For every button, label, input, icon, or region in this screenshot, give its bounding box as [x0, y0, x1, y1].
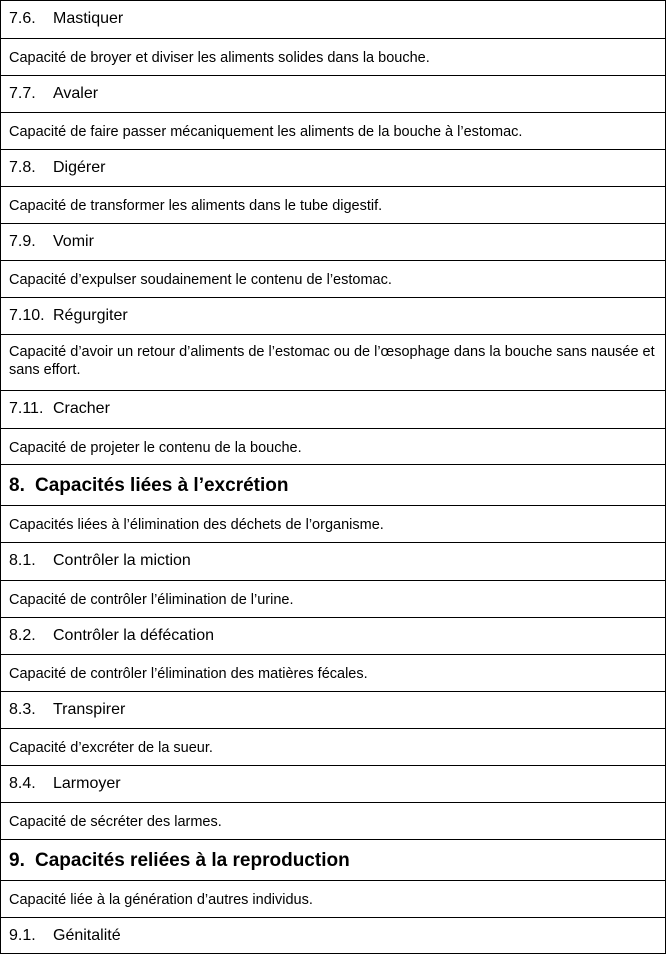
description-text: Capacité de broyer et diviser les aliments solides dans la bouche.: [9, 50, 430, 66]
capacity-heading-row: [0, 691, 666, 728]
item-number: 7.11.: [9, 400, 44, 417]
capacity-title: Avaler: [53, 85, 99, 102]
capacity-title: Contrôler la miction: [53, 552, 191, 569]
item-number: 7.6.: [9, 10, 36, 27]
capacity-heading-row: [0, 390, 666, 428]
description-row: [0, 112, 666, 149]
capacity-title: Vomir: [53, 233, 94, 250]
description-row: [0, 186, 666, 223]
description-row: [0, 428, 666, 464]
capacity-heading-row: [0, 149, 666, 186]
item-number: 8.2.: [9, 627, 36, 644]
capacity-heading-row: [0, 542, 666, 580]
section-heading-row: [0, 464, 666, 505]
item-number: 7.8.: [9, 159, 36, 176]
capacity-title: Régurgiter: [53, 307, 128, 324]
capacity-title: Mastiquer: [53, 10, 124, 27]
item-number: 7.9.: [9, 233, 36, 250]
section-title: Capacités liées à l’excrétion: [35, 475, 289, 496]
section-heading-row: [0, 839, 666, 880]
capacity-title: Transpirer: [53, 701, 126, 718]
capacity-heading-row: [0, 617, 666, 654]
capacity-title: Contrôler la défécation: [53, 627, 214, 644]
description-row: [0, 880, 666, 917]
description-text: Capacité d’avoir un retour d’aliments de l’estomac ou de l’œsophage dans la bouche sans nausée et sans effort.: [9, 344, 655, 378]
description-row: [0, 728, 666, 765]
description-row: [0, 580, 666, 617]
description-row: [0, 334, 666, 390]
description-text: Capacité d’expulser soudainement le contenu de l’estomac.: [9, 272, 392, 288]
item-number: 7.7.: [9, 85, 36, 102]
capacity-title: Larmoyer: [53, 775, 121, 792]
capacity-title: Cracher: [53, 400, 110, 417]
item-number: 7.10.: [9, 307, 45, 324]
description-text: Capacités liées à l’élimination des déchets de l’organisme.: [9, 517, 384, 533]
description-text: Capacité liée à la génération d’autres individus.: [9, 892, 313, 908]
description-row: [0, 505, 666, 542]
description-text: Capacité de transformer les aliments dans le tube digestif.: [9, 198, 383, 214]
item-number: 8.3.: [9, 701, 36, 718]
description-row: [0, 38, 666, 75]
description-text: Capacité de projeter le contenu de la bouche.: [9, 440, 302, 456]
capacity-heading-row: [0, 0, 666, 38]
description-text: Capacité d’excréter de la sueur.: [9, 740, 213, 756]
description-text: Capacité de sécréter des larmes.: [9, 814, 222, 830]
capacity-heading-row: [0, 223, 666, 260]
capacity-title: Génitalité: [53, 927, 121, 944]
capacity-heading-row: [0, 917, 666, 954]
item-number: 8.4.: [9, 775, 36, 792]
description-row: [0, 260, 666, 297]
capacity-heading-row: [0, 297, 666, 334]
description-text: Capacité de contrôler l’élimination de l’urine.: [9, 592, 294, 608]
item-number: 9.1.: [9, 927, 36, 944]
capacity-heading-row: [0, 765, 666, 802]
section-title: Capacités reliées à la reproduction: [35, 850, 350, 871]
description-text: Capacité de faire passer mécaniquement les aliments de la bouche à l’estomac.: [9, 124, 523, 140]
item-number: 8.1.: [9, 552, 36, 569]
description-text: Capacité de contrôler l’élimination des matières fécales.: [9, 666, 368, 682]
capacity-title: Digérer: [53, 159, 106, 176]
description-row: [0, 654, 666, 691]
description-row: [0, 802, 666, 839]
item-number: 9.: [9, 850, 25, 871]
item-number: 8.: [9, 475, 25, 496]
capacity-heading-row: [0, 75, 666, 112]
